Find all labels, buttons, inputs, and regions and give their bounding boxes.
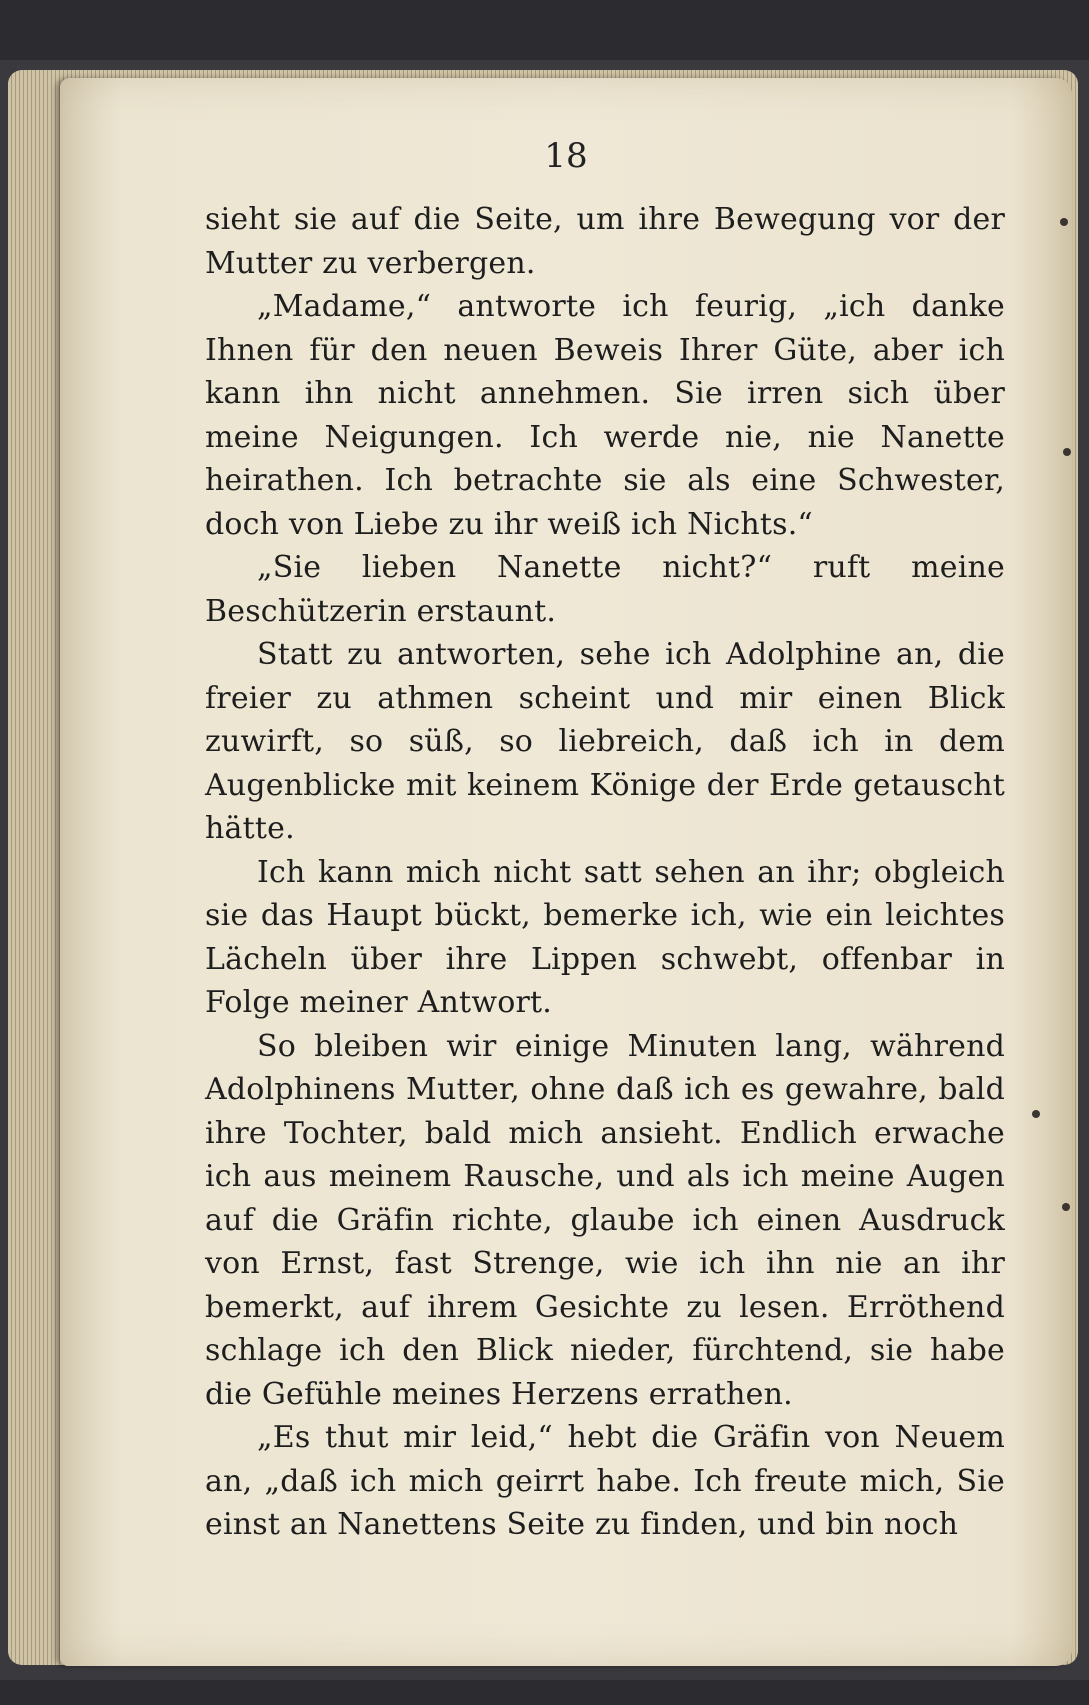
margin-speck [1032,1110,1040,1118]
paragraph: Ich kann mich nicht satt sehen an ihr; obgleich sie das Haupt bückt, bemerke ich, wie ein leichtes Lächeln über ihre Lippen schwebt, offenbar in Folge meiner Antwort. [205,854,1005,1020]
margin-speck [1063,448,1071,456]
paragraph: So bleiben wir einige Minuten lang, während Adolphinens Mutter, ohne daß ich es gewahre, bald ihre Tochter, bald mich ansieht. Endlich erwache ich aus meinem Rausche, und als ich meine Augen auf die Gräfin richte, glaube ich einen Ausdruck von Ernst, fast Strenge, wie ich ihn nie an ihr bemerkt, auf ihrem Gesichte zu lesen. Erröthend schlage ich den Blick nieder, fürchtend, sie habe die Gefühle meines Herzens errathen. [205,1028,1005,1412]
margin-speck [1062,1203,1070,1211]
paragraph: „Madame,“ antworte ich feurig, „ich danke Ihnen für den neuen Beweis Ihrer Güte, aber ich kann ihn nicht annehmen. Sie irren sich über meine Neigungen. Ich werde nie, nie Nanette heirathen. Ich betrachte sie als eine Schwester, doch von Liebe zu ihr weiß ich Nichts.“ [205,289,1005,542]
page-number: 18 [544,136,588,176]
paragraph: „Sie lieben Nanette nicht?“ ruft meine Beschützerin erstaunt. [205,550,1005,629]
margin-speck [1060,218,1068,226]
book-page [60,78,1072,1666]
paragraph: „Es thut mir leid,“ hebt die Gräfin von Neuem an, „daß ich mich geirrt habe. Ich freute mich, Sie einst an Nanettens Seite zu finden, und bin noch [205,1420,1005,1542]
paragraph: Statt zu antworten, sehe ich Adolphine an, die freier zu athmen scheint und mir einen Blick zuwirft, so süß, so liebreich, daß ich in dem Augenblicke mit keinem Könige der Erde getauscht hätte. [205,637,1005,846]
page-text [205,198,1005,1547]
paragraph: sieht sie auf die Seite, um ihre Bewegung vor der Mutter zu verbergen. [205,202,1005,281]
